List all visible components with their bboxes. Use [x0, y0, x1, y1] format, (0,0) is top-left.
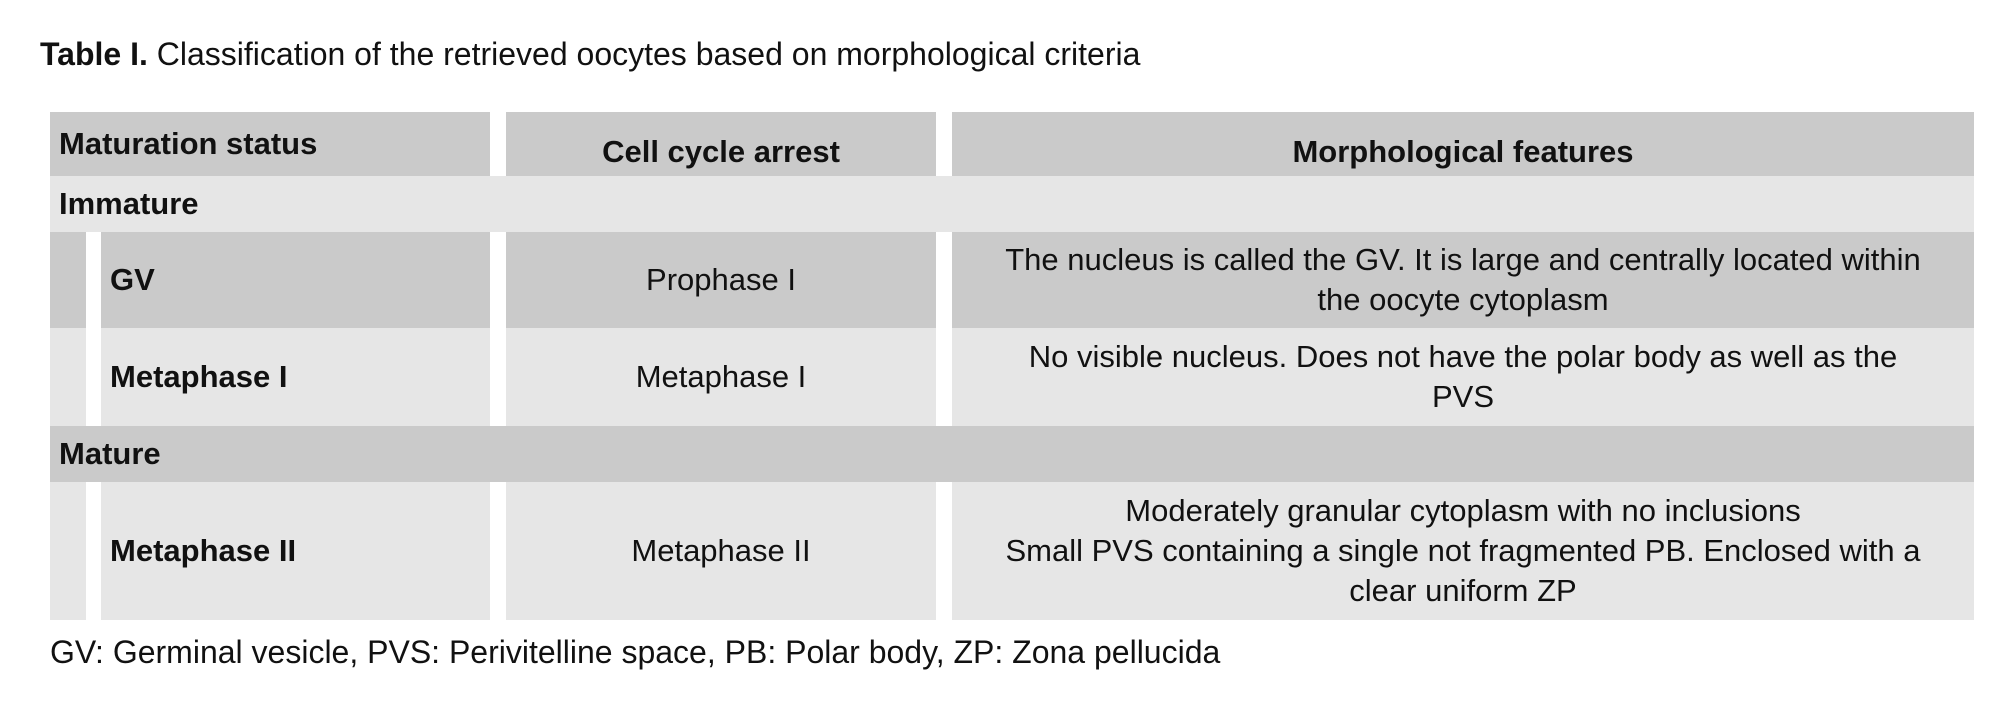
group-label-mature: Mature: [50, 426, 1974, 482]
features-line: Small PVS containing a single not fragmented PB. Enclosed with a: [1005, 533, 1921, 568]
indent-cell: [50, 482, 86, 620]
table-caption-text: Classification of the retrieved oocytes based on morphological criteria: [156, 36, 1141, 72]
stage-metaphase-i: Metaphase I: [101, 328, 490, 426]
features-line: Moderately granular cytoplasm with no inclusions: [1125, 493, 1801, 528]
header-maturation-status: Maturation status: [50, 112, 490, 176]
table-caption-label: Table I.: [40, 36, 148, 72]
indent-cell: [50, 232, 86, 328]
features-metaphase-i: [952, 328, 1974, 426]
header-morphological-features: Morphological features: [952, 112, 1974, 176]
features-line: PVS: [1431, 379, 1495, 414]
table-caption: [40, 34, 1140, 74]
table-footnote: GV: Germinal vesicle, PVS: Perivitelline space, PB: Polar body, ZP: Zona pellucida: [50, 634, 1221, 670]
features-line: The nucleus is called the GV. It is large and centrally located within: [1005, 242, 1921, 277]
arrest-metaphase-ii: Metaphase II: [506, 482, 936, 620]
features-line: the oocyte cytoplasm: [1317, 282, 1609, 317]
indent-cell: [50, 328, 86, 426]
features-line: clear uniform ZP: [1349, 573, 1577, 608]
header-cell-cycle-arrest: Cell cycle arrest: [506, 112, 936, 176]
stage-metaphase-ii: Metaphase II: [101, 482, 490, 620]
features-metaphase-ii: [952, 482, 1974, 620]
features-line: No visible nucleus. Does not have the polar body as well as the: [1028, 339, 1898, 374]
arrest-prophase-i: Prophase I: [506, 232, 936, 328]
stage-gv: GV: [101, 232, 490, 328]
arrest-metaphase-i: Metaphase I: [506, 328, 936, 426]
group-label-immature: Immature: [50, 176, 1974, 232]
features-gv: [952, 232, 1974, 328]
